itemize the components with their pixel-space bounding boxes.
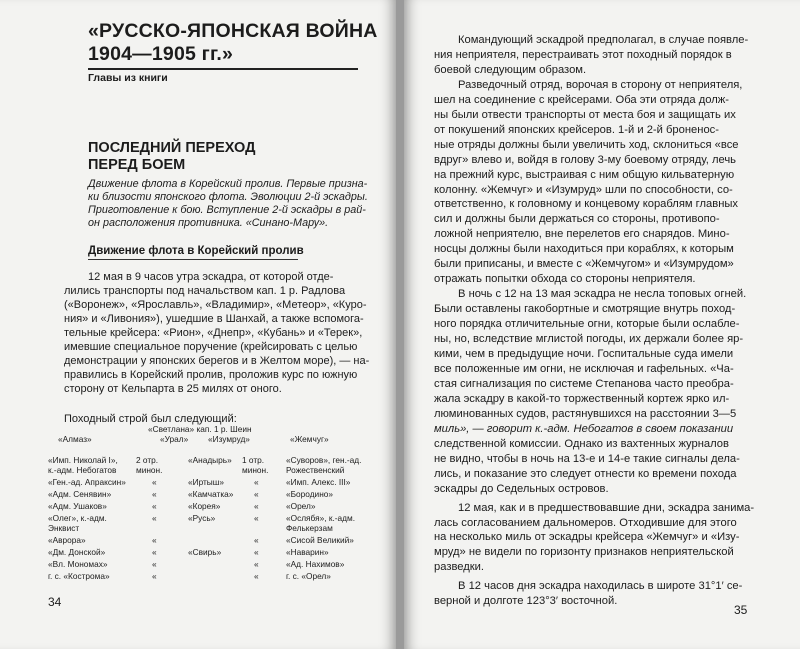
text-line: Командующий эскадрой предполагал, в случае появле- — [458, 34, 749, 46]
table-cell: «Ад. Нахимов» — [286, 559, 345, 569]
text-line: В 12 часов дня эскадра находилась в широте 31°1′ се- — [458, 580, 743, 593]
text-line: эскадры до Седельных островов. — [434, 482, 609, 495]
table-cell: «Имп. Николай I», — [48, 455, 118, 465]
text-line: колонну. «Жемчуг» и «Изумруд» шли по способности, со- — [434, 183, 733, 196]
text-line: от покушений японских крейсеров. 1-й и 2-й броненос- — [434, 123, 719, 136]
table-cell: « — [152, 489, 157, 499]
text-line: лась согласованием дальномеров. Отходившие для этого — [434, 516, 737, 529]
paragraph-line: 12 мая в 9 часов утра эскадра, от которой отде- — [88, 271, 334, 283]
text-line: ны, но, вследствие мглистой погоды, их держали более яр- — [434, 333, 744, 346]
right-page — [404, 0, 800, 649]
paragraph-line: ния» и «Ливония»), ушедшие в Шанхай, а также вспомога- — [64, 313, 364, 325]
chapter-abstract — [88, 178, 370, 230]
table-cell: «Вл. Мономах» — [48, 559, 108, 569]
table-cell: «Корея» — [188, 501, 221, 511]
table-cell: «Изумруд» — [208, 434, 250, 444]
text-line: люминованных судов, растянувшихся на расстоянии 3—5 — [434, 407, 737, 420]
table-cell: « — [152, 477, 157, 487]
table-cell: « — [254, 489, 259, 499]
page-number: 34 — [48, 595, 62, 609]
table-cell: « — [254, 547, 259, 557]
paragraph-line: демонстрации у японских берегов и в Желтом море), — на- — [64, 355, 370, 367]
table-cell: « — [152, 513, 157, 523]
section-heading: Движение флота в Корейский пролив — [88, 245, 304, 257]
left-page — [0, 0, 396, 649]
book-subtitle: Главы из книги — [88, 72, 168, 84]
text-line: шел на соединение с крейсерами. Оба эти отряда долж- — [434, 93, 730, 106]
table-cell: «Сисой Великий» — [286, 535, 354, 545]
table-cell: г. с. «Кострома» — [48, 571, 110, 581]
text-line: миль», — говорит к.-адм. Небогатов в своем показании — [434, 422, 734, 435]
table-cell: «Камчатка» — [188, 489, 234, 499]
table-cell: 1 отр. — [242, 455, 265, 465]
paragraph-line: правились в Корейский пролив, проложив курс по южную — [64, 369, 358, 381]
chapter-title-line: ПОСЛЕДНИЙ ПЕРЕХОД — [88, 140, 256, 156]
table-cell: «Ослябя», к.-адм. — [286, 513, 356, 523]
table-cell: «Наварин» — [286, 547, 329, 557]
book-gutter — [396, 0, 404, 649]
table-cell: « — [254, 535, 259, 545]
abstract-line: ки близости японского флота. Эволюции 2-й эскадры. — [88, 191, 368, 204]
table-cell: «Адм. Сенявин» — [48, 489, 112, 499]
text-line: лись, и показание это следует отнести ко времени похода — [434, 467, 737, 480]
table-cell: минон. — [136, 465, 163, 475]
body-paragraph — [64, 270, 378, 396]
table-cell: минон. — [242, 465, 269, 475]
text-line: ного порядка отличительные огни, которые были ослабле- — [434, 318, 740, 331]
text-line: верной и долготе 123°3′ восточной. — [434, 595, 618, 608]
table-cell: «Орел» — [286, 501, 316, 511]
text-line: Были оставлены гакобортные и смотрящие внутрь поход- — [434, 303, 736, 316]
text-line: разведки. — [434, 561, 485, 574]
table-cell: « — [254, 513, 259, 523]
paragraph-line: сторону от Кельпарта в 25 милях от оного. — [64, 383, 282, 395]
text-line: сил и должны были держаться со стороны, противопо- — [434, 213, 720, 226]
section-rule — [88, 259, 298, 260]
text-line: ны были отвести транспорты от места боя и защищать их — [434, 108, 736, 121]
text-line: кими, чем в предыдущие ночи. Госпитальные суда имели — [434, 348, 734, 361]
book-title-line: 1904—1905 гг.» — [88, 43, 234, 65]
paragraph-line: тельные крейсера: «Рион», «Днепр», «Кубань» и «Терек», — [64, 327, 363, 339]
title-rule — [88, 68, 358, 70]
table-cell: «Светлана» кап. 1 р. Шеин — [148, 424, 252, 434]
text-line: носцы должны были находиться при кораблях, к которым — [434, 243, 734, 256]
book-title-line: «РУССКО-ЯПОНСКАЯ ВОЙНА — [88, 20, 378, 42]
table-cell: к.-адм. Небогатов — [48, 465, 117, 475]
text-line: Разведочный отряд, ворочая в сторону от неприятеля, — [458, 78, 743, 91]
text-line: ния неприятеля, перестраивать этот походный порядок в — [434, 48, 732, 61]
table-cell: «Жемчуг» — [290, 434, 329, 444]
table-cell: «Алмаз» — [58, 434, 92, 444]
text-line: мруд» не видели по горизонту признаков неприятельской — [434, 546, 734, 559]
book-title — [88, 20, 378, 66]
chapter-title — [88, 140, 348, 174]
table-cell: «Бородино» — [286, 489, 334, 499]
paragraph-line: лились транспорты под начальством кап. 1 р. Радлова — [64, 285, 346, 297]
text-line: на прежний курс, выстраивая с ним общую кильватерную — [434, 168, 735, 181]
table-cell: « — [152, 547, 157, 557]
text-line: были приписаны, и вместе с «Жемчугом» и «Изумрудом» — [434, 258, 734, 271]
text-line: ответственно, к головному и концевому кораблям главных — [434, 198, 739, 211]
text-line: следственной комиссии. Однако из вахтенных журналов — [434, 437, 729, 450]
text-line: на несколько миль от эскадры крейсера «Жемчуг» и «Изу- — [434, 531, 740, 544]
text-line: ложной неприятелю, вне перелетов его снарядов. Мино- — [434, 228, 730, 241]
table-cell: Рожественский — [286, 465, 345, 475]
table-cell: «Олег», к.-адм. — [48, 513, 107, 523]
paragraph-line: («Воронеж», «Ярославль», «Владимир», «Метеор», «Куро- — [64, 299, 367, 311]
abstract-line: Движение флота в Корейский пролив. Первые призна- — [88, 178, 368, 190]
table-cell: Фелькерзам — [286, 523, 333, 533]
table-cell: « — [254, 571, 259, 581]
text-line: 12 мая, как и в предшествовавшие дни, эскадра занима- — [458, 501, 755, 514]
table-cell: 2 отр. — [136, 455, 159, 465]
table-cell: « — [254, 501, 259, 511]
table-cell: «Имп. Алекс. III» — [286, 477, 351, 487]
table-cell: «Анадырь» — [188, 455, 232, 465]
abstract-line: Приготовление к бою. Вступление 2-й эскадры в рай- — [88, 204, 366, 217]
table-cell: « — [254, 477, 259, 487]
table-cell: «Аврора» — [48, 535, 86, 545]
table-cell: «Иртыш» — [188, 477, 225, 487]
paragraph-line: имевшие специальное поручение (крейсировать с целью — [64, 341, 358, 353]
table-cell: «Ген.-ад. Апраксин» — [48, 477, 126, 487]
text-line: отражать попытки обхода со стороны неприятеля. — [434, 273, 696, 286]
table-cell: « — [152, 501, 157, 511]
table-cell: «Адм. Ушаков» — [48, 501, 107, 511]
chapter-title-line: ПЕРЕД БОЕМ — [88, 157, 186, 173]
table-cell: « — [254, 559, 259, 569]
table-cell: «Урал» — [160, 434, 189, 444]
table-cell: «Свирь» — [188, 547, 222, 557]
text-line: боевой следующим образом. — [434, 63, 587, 76]
right-body-text — [434, 33, 774, 609]
body-paragraph: Походный строй был следующий: — [64, 413, 237, 425]
page-number: 35 — [734, 603, 748, 617]
table-cell: « — [152, 559, 157, 569]
table-cell: Энквист — [48, 523, 80, 533]
text-line: стая сигнализация по системе Степанова часто преобра- — [434, 377, 734, 390]
table-cell: « — [152, 535, 157, 545]
text-line: жала эскадру в какой-то торжественный кортеж ярко ил- — [434, 392, 730, 405]
text-line: все положенные им огни, не исключая и гафельных. «Ча- — [434, 362, 734, 375]
abstract-line: он расположения противника. «Синано-Мару». — [88, 217, 329, 230]
text-line: ные отряды должны были увеличить ход, склониться «все — [434, 138, 739, 151]
text-line: не видно, чтобы в ночь на 13-е и 14-е такие сигналы дела- — [434, 452, 740, 465]
table-cell: г. с. «Орел» — [286, 571, 331, 581]
table-cell: «Суворов», ген.-ад. — [286, 455, 362, 465]
table-cell: « — [152, 571, 157, 581]
table-cell: «Дм. Донской» — [48, 547, 106, 557]
text-line: В ночь с 12 на 13 мая эскадра не несла топовых огней. — [458, 288, 747, 301]
table-cell: «Русь» — [188, 513, 216, 523]
text-line: вдруг» влево и, войдя в голову 3-му боевому отряду, лечь — [434, 153, 736, 166]
